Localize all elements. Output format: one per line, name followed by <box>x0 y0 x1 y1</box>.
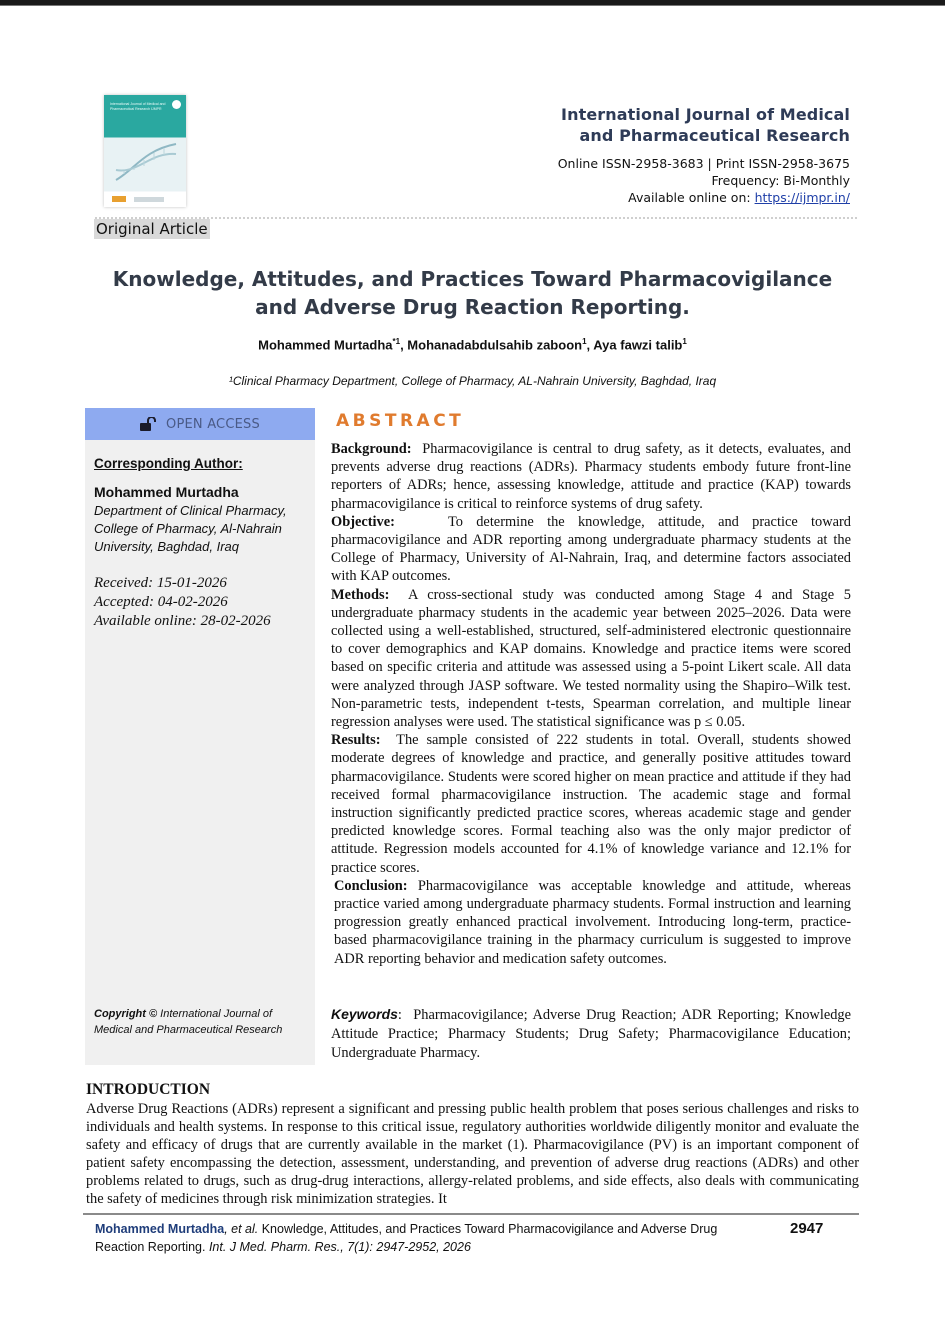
section-label: Conclusion: <box>334 877 408 894</box>
corresponding-author-department: Department of Clinical Pharmacy, College of Pharmacy, Al-Nahrain University, Baghdad, Iraq <box>94 503 287 554</box>
abstract-heading: ABSTRACT <box>336 411 465 431</box>
author-affiliation-mark: *1 <box>392 337 401 346</box>
introduction-heading: INTRODUCTION <box>86 1081 211 1098</box>
article-type-label: Original Article <box>96 220 208 238</box>
copyright-label: Copyright © <box>94 1008 158 1020</box>
footer-author: Mohammed Murtadha <box>95 1222 225 1236</box>
journal-url-link[interactable]: https://ijmpr.in/ <box>754 190 850 205</box>
introduction-body: Adverse Drug Reactions (ADRs) represent a significant and pressing public health problem that poses serious challenges and risks to individuals and health systems. In response to this critical issue, regulatory authorities worldwide diligently monitor and evaluate the safety and efficacy of drugs that are currently available in the market (1). Pharmacovigilance (PV) is an important component of patient safety encompassing the detection, assessment, understanding, and prevention of adverse drug reactions (ADRs) and other problems related to drugs, such as drug-drug interactions, allergy-related problems, and side effects, also deals with communicating the safety of medicines through risk minimization strategies. It <box>86 1101 859 1207</box>
corresponding-author-heading: Corresponding Author: <box>94 456 243 471</box>
section-text: To determine the knowledge, attitude, and practice toward pharmacovigilance and ADR reporting among undergraduate pharmacy students at the College of Pharmacy, University of Al-Nahrain, Iraq, and determine factors associated with KAP outcomes. <box>331 513 851 585</box>
keywords: Keywords: Pharmacovigilance; Adverse Drug Reaction; ADR Reporting; Knowledge Attitude Practice; Pharmacy Students; Drug Safety; Pharmacovigilance Education; Undergraduate Pharmacy. <box>331 1006 851 1061</box>
article-dates <box>94 574 305 631</box>
accepted-date: Accepted: 04-02-2026 <box>94 594 228 610</box>
open-lock-icon <box>140 417 158 431</box>
author-name: Mohanadabdulsahib zaboon <box>407 337 583 353</box>
dna-helix-icon <box>114 140 178 184</box>
journal-header <box>558 104 850 206</box>
author-list: Mohammed Murtadha$^{*1}$, Mohanadabdulsahib zaboon$^1$, Aya fawzi talib$^1$ <box>258 337 687 353</box>
open-access-banner <box>85 408 315 440</box>
section-text: Pharmacovigilance was acceptable knowledge and attitude, whereas practice varied among undergraduate pharmacy students. Formal instruction and learning progression greatly enhanced practical involvement. Introducing long-term, practice-based pharmacovigilance training in the pharmacy curriculum is suggested to improve ADR reporting behavior and medication safety outcomes. <box>334 877 851 967</box>
author-affiliation-mark: 1 <box>582 337 587 346</box>
section-text: Pharmacovigilance is central to drug safety, as it detects, evaluates, and prevents adverse drug reactions (ADRs). Pharmacy students embody future front-line reporters of ADRs; hence, assessing knowledge, attitude and practice (KAP) towards pharmacovigilance is critical to reinforce systems of drug safety. <box>331 441 851 512</box>
available-online-date: Available online: 28-02-2026 <box>94 613 271 629</box>
abstract-background <box>331 440 851 513</box>
affiliation: ¹Clinical Pharmacy Department, College of Pharmacy, AL-Nahrain University, Baghdad, Iraq <box>228 374 717 388</box>
cover-title: International Journal of Medical and Pharmaceutical Research IJMPR <box>110 102 166 111</box>
issn-line: Online ISSN-2958-3683 | Print ISSN-2958-3675 <box>557 156 850 171</box>
section-label: Methods: <box>331 586 390 603</box>
available-online-line <box>558 189 850 206</box>
footer-citation-text: Knowledge, Attitudes, and Practices Toward Pharmacovigilance and Adverse Drug Reaction Reporting. <box>95 1222 718 1254</box>
abstract-methods <box>331 586 851 732</box>
cover-badge-icon <box>172 100 181 109</box>
abstract-conclusion <box>334 877 851 968</box>
cover-publisher-logo <box>112 196 126 202</box>
footer-etal: , et al. <box>224 1222 259 1236</box>
footer-journal-ref: Int. J Med. Pharm. Res., 7(1): 2947-2952, 2026 <box>208 1240 471 1254</box>
section-label: Background: <box>331 441 412 457</box>
footer-divider <box>83 1213 859 1215</box>
open-access-label: OPEN ACCESS <box>166 416 260 432</box>
section-text: The sample consisted of 222 students in total. Overall, students showed moderate degrees of knowledge and practice, and generally positive attitudes toward pharmacovigilance. Students were scored higher on mean practice and attitude if they had received formal pharmacovigilance instruction. The academic stage and formal instruction significantly predicted practice scores, whereas academic stage and gender predicted knowledge scores. Formal teaching also was the only major predictor of attitude. Regression models accounted for 4.1% of knowledge variance and 12.1% for practice scores. <box>331 732 851 876</box>
abstract-results <box>331 731 851 877</box>
journal-cover-image <box>104 95 186 207</box>
copyright-notice <box>94 1006 309 1038</box>
journal-name-line1: International Journal of Medical <box>561 105 850 124</box>
journal-name-line2: and Pharmaceutical Research <box>579 126 850 145</box>
section-text: A cross-sectional study was conducted among Stage 4 and Stage 5 undergraduate pharmacy students in the academic year between 2025–2026. Data were collected using a well-established, structured, self-administered electronic questionnaire to cover demographics and KAP domains. Knowledge and practice items were scored based on specific criteria and attitude was assessed using a 5-point Likert scale. All data were analyzed through JASP software. We tested normality using the Shapiro–Wilk test. Non-parametric tests, independent t-tests, Spearman correlation, and multiple linear regression analyses were used. The statistical significance was p ≤ 0.05. <box>331 586 851 731</box>
journal-meta <box>558 155 850 206</box>
section-label: Objective: <box>331 513 395 530</box>
keywords-list: Pharmacovigilance; Adverse Drug Reaction; ADR Reporting; Knowledge Attitude Practice; Pharmacy Students; Drug Safety; Pharmacovigilance Education; Undergraduate Pharmacy. <box>331 1007 851 1061</box>
section-label: Results: <box>331 732 381 749</box>
available-label: Available online on: <box>628 190 755 205</box>
copyright-holder: International Journal of Medical and Pharmaceutical Research <box>94 1008 283 1036</box>
viewer-top-bar <box>0 0 945 6</box>
abstract-body <box>331 440 851 968</box>
keywords-label: Keywords <box>331 1006 398 1022</box>
cover-footer-text <box>134 197 164 202</box>
article-info-sidebar <box>85 440 315 1065</box>
footer-citation <box>95 1220 755 1256</box>
author-name: Aya fawzi talib <box>593 337 683 353</box>
author-name: Mohammed Murtadha <box>258 337 393 353</box>
abstract-objective <box>331 513 851 586</box>
frequency-line: Frequency: Bi-Monthly <box>711 173 850 188</box>
corresponding-author-name: Mohammed Murtadha <box>94 484 239 500</box>
article-title: Knowledge, Attitudes, and Practices Toward Pharmacovigilance and Adverse Drug Reaction Reporting. <box>112 267 833 319</box>
page-number: 2947 <box>790 1220 824 1237</box>
author-affiliation-mark: 1 <box>682 337 687 346</box>
received-date: Received: 15-01-2026 <box>94 575 227 591</box>
